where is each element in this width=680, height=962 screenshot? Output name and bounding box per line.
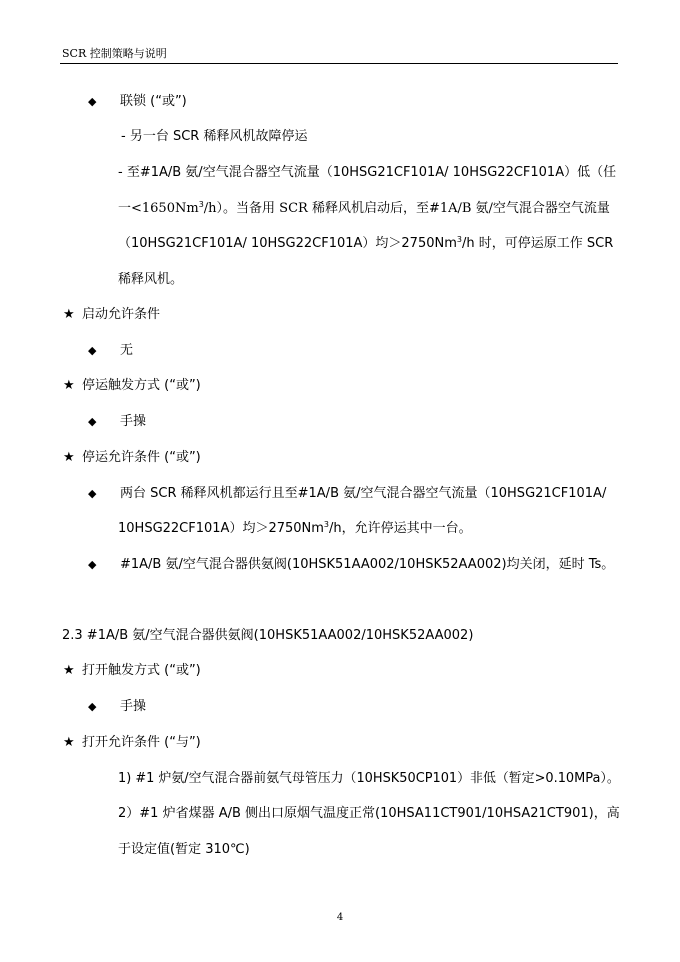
stop-trigger-manual: 手操 xyxy=(120,414,147,429)
superscript: 3 xyxy=(198,200,204,209)
open-trigger-manual: 手操 xyxy=(120,699,147,714)
star-bullet-icon: ★ xyxy=(63,663,75,678)
text-run: 一<1650Nm xyxy=(118,201,199,216)
text-run: （10HSG21CF101A/ 10HSG22CF101A）均＞2750Nm xyxy=(118,236,457,251)
stop-permit-item-2: #1A/B 氨/空气混合器供氨阀(10HSK51AA002/10HSK52AA002)均关闭，延时 Ts。 xyxy=(120,557,615,572)
text-run: /h 时，可停运原工作 SCR xyxy=(461,236,614,251)
stop-permit-heading: 停运允许条件 (“或”) xyxy=(82,450,201,465)
stop-trigger-heading: 停运触发方式 (“或”) xyxy=(82,378,201,393)
interlock-item-2-line-1: - 至#1A/B 氨/空气混合器空气流量（10HSG21CF101A/ 10HSG22CF101A）低（任 xyxy=(118,165,617,180)
diamond-bullet-icon: ◆ xyxy=(88,558,97,571)
start-permit-none: 无 xyxy=(120,343,134,358)
interlock-item-2-line-4: 稀释风机。 xyxy=(118,272,184,287)
open-trigger-heading: 打开触发方式 (“或”) xyxy=(82,663,201,678)
star-bullet-icon: ★ xyxy=(63,735,75,750)
text-run: /h，允许停运其中一台。 xyxy=(329,521,472,536)
interlock-item-2-line-2 xyxy=(118,201,610,217)
interlock-item-1: - 另一台 SCR 稀释风机故障停运 xyxy=(121,129,308,144)
interlock-heading: 联锁 (“或”) xyxy=(120,94,187,109)
diamond-bullet-icon: ◆ xyxy=(88,95,97,108)
diamond-bullet-icon: ◆ xyxy=(88,487,97,500)
stop-permit-item-1-line-2 xyxy=(118,521,472,537)
interlock-item-2-line-3 xyxy=(118,236,613,252)
page-number: 4 xyxy=(336,912,344,923)
diamond-bullet-icon: ◆ xyxy=(88,344,97,357)
star-bullet-icon: ★ xyxy=(63,378,75,393)
header-divider xyxy=(60,63,618,64)
text-run: 10HSG22CF101A）均＞2750Nm xyxy=(118,521,324,536)
open-permit-item-1: 1) #1 炉氨/空气混合器前氨气母管压力（10HSK50CP101）非低（暂定>0.10MPa）。 xyxy=(118,771,620,786)
open-permit-heading: 打开允许条件 (“与”) xyxy=(82,735,201,750)
section-heading-2-3: 2.3 #1A/B 氨/空气混合器供氨阀(10HSK51AA002/10HSK52AA002) xyxy=(62,628,474,643)
star-bullet-icon: ★ xyxy=(63,307,75,322)
superscript: 3 xyxy=(456,235,462,244)
diamond-bullet-icon: ◆ xyxy=(88,700,97,713)
stop-permit-item-1-line-1: 两台 SCR 稀释风机都运行且至#1A/B 氨/空气混合器空气流量（10HSG21CF101A/ xyxy=(120,486,607,501)
text-run: /h）。当备用 SCR 稀释风机启动后，至#1A/B 氨/空气混合器空气流量 xyxy=(203,201,610,216)
open-permit-item-2-line-2: 于设定值(暂定 310℃) xyxy=(118,842,250,857)
open-permit-item-2-line-1: 2）#1 炉省煤器 A/B 侧出口原烟气温度正常(10HSA11CT901/10HSA21CT901)，高 xyxy=(118,806,620,821)
star-bullet-icon: ★ xyxy=(63,450,75,465)
page-header: SCR 控制策略与说明 xyxy=(62,47,167,60)
start-permit-heading: 启动允许条件 xyxy=(82,307,161,322)
superscript: 3 xyxy=(323,520,330,529)
diamond-bullet-icon: ◆ xyxy=(88,415,97,428)
